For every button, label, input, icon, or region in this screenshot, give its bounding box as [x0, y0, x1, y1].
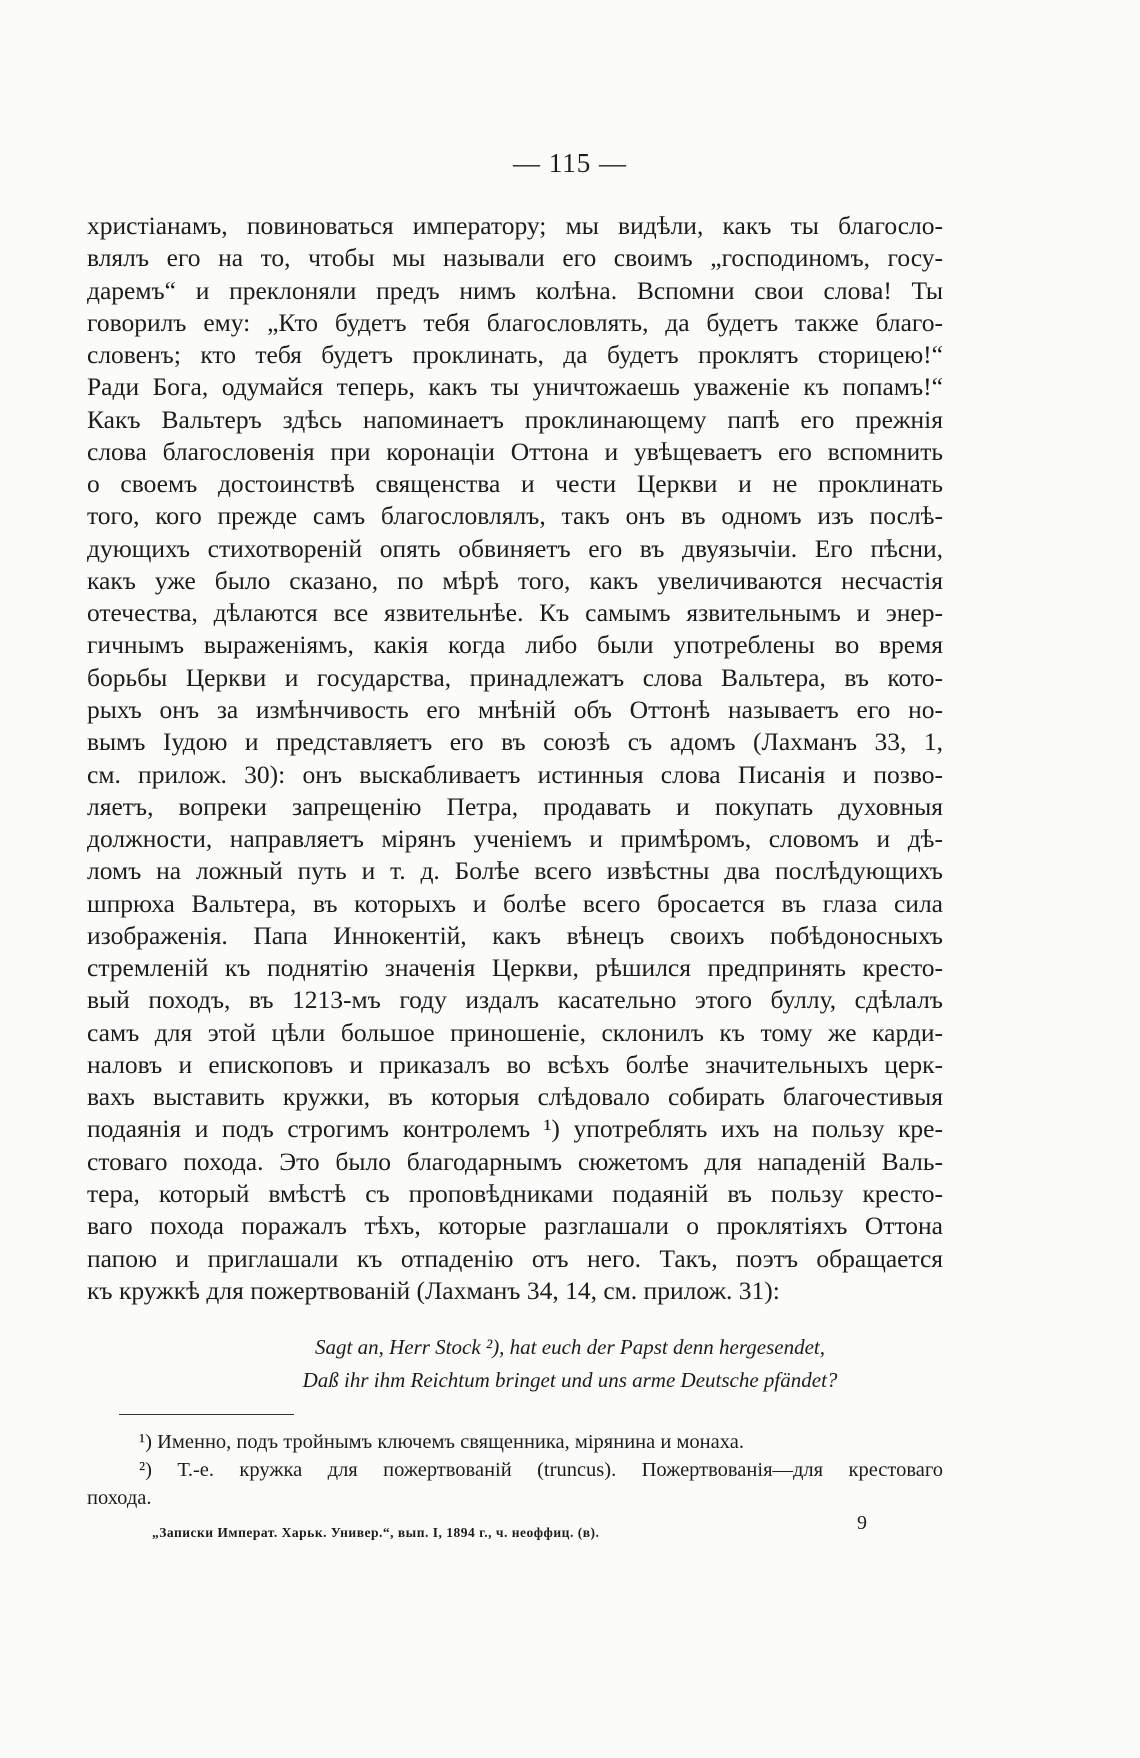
text-line: христіанамъ, повиноваться императору; мы видѣли, какъ ты благосло- [87, 211, 943, 240]
footnotes [87, 1428, 943, 1512]
text-line: къ кружкѣ для пожертвованій (Лахманъ 34, 14, см. прилож. 31): [87, 1275, 780, 1305]
sheet-number: 9 [857, 1512, 867, 1534]
text-line: изображенія. Папа Иннокентій, какъ вѣнецъ своихъ побѣдоносныхъ [87, 920, 943, 950]
text-line: какъ уже было сказано, по мѣрѣ того, какъ увеличиваются несчастія [87, 565, 943, 595]
text-line: словенъ; кто тебя будетъ проклинать, да будетъ проклятъ сторицею!“ [87, 340, 943, 370]
text-line: ваго похода поражалъ тѣхъ, которые разглашали о проклятіяхъ Оттона [87, 1211, 943, 1241]
verse-line: Daß ihr ihm Reichtum bringet und uns arme Deutsche pfändet? [302, 1368, 838, 1392]
text-line: см. прилож. 30): онъ выскабливаетъ истинныя слова Писанія и позво- [87, 759, 943, 789]
text-line: должности, направляетъ мірянъ ученіемъ и примѣромъ, словомъ и дѣ- [87, 824, 943, 854]
text-line: ляетъ, вопреки запрещенію Петра, продавать и покупать духовныя [87, 791, 943, 821]
text-line: гичнымъ выраженіямъ, какія когда либо были употреблены во время [87, 630, 943, 660]
text-line: стоваго похода. Это было благодарнымъ сюжетомъ для нападеній Валь- [87, 1146, 943, 1176]
text-line: вахъ выставить кружки, въ которыя слѣдовало собирать благочестивыя [87, 1082, 943, 1112]
text-line: папою и приглашали къ отпаденію отъ него. Такъ, поэтъ обращается [87, 1243, 943, 1273]
text-line: влялъ его на то, чтобы мы называли его своимъ „господиномъ, госу- [87, 243, 943, 273]
text-line: вымъ Іудою и представляетъ его въ союзѣ съ адомъ (Лахманъ 33, 1, [87, 727, 943, 757]
footnote-line: ¹) Именно, подъ тройнымъ ключемъ священника, мірянина и монаха. [139, 1431, 744, 1453]
verse-quote [0, 1331, 1140, 1397]
text-line: подаянія и подъ строгимъ контролемъ ¹) употреблять ихъ на пользу кре- [87, 1114, 943, 1144]
text-line: самъ для этой цѣли большое приношеніе, склонилъ къ тому же карди- [87, 1017, 943, 1047]
page-number: — 115 — [513, 148, 627, 178]
text-line: Какъ Вальтеръ здѣсь напоминаетъ проклинающему папѣ его прежнія [87, 404, 943, 434]
text-line: ломъ на ложный путь и т. д. Болѣе всего извѣстны два послѣдующихъ [87, 856, 943, 886]
text-line: Ради Бога, одумайся теперь, какъ ты уничтожаешь уваженіе къ попамъ!“ [87, 372, 943, 402]
footnote-rule [119, 1414, 294, 1415]
text-line: наловъ и епископовъ и приказалъ во всѣхъ болѣе значительныхъ церк- [87, 1049, 943, 1079]
text-line: слова благословенія при коронаціи Оттона и увѣщеваетъ его вспомнить [87, 436, 943, 466]
footnote-line: похода. [87, 1487, 152, 1509]
text-line: тера, который вмѣстѣ съ проповѣдниками подаяній въ пользу кресто- [87, 1178, 943, 1208]
text-line: о своемъ достоинствѣ священства и чести Церкви и не проклинать [87, 469, 943, 499]
text-line: говорилъ ему: „Кто будетъ тебя благословлять, да будетъ также благо- [87, 307, 943, 337]
footnote-line: ²) Т.-е. кружка для пожертвованій (truncus). Пожертвованія—для крестоваго [139, 1459, 943, 1481]
text-line: того, кого прежде самъ благословлялъ, такъ онъ въ одномъ изъ послѣ- [87, 501, 943, 531]
text-line: вый походъ, въ 1213-мъ году издалъ касательно этого буллу, сдѣлалъ [87, 985, 943, 1015]
text-line: борьбы Церкви и государства, принадлежатъ слова Вальтера, въ кото- [87, 662, 943, 692]
text-line: рыхъ онъ за измѣнчивость его мнѣній объ Оттонѣ называетъ его но- [87, 694, 943, 724]
body-text [87, 210, 943, 1307]
text-line: дующихъ стихотвореній опять обвиняетъ его въ двуязычіи. Его пѣсни, [87, 533, 943, 563]
text-line: отечества, дѣлаются все язвительнѣе. Къ самымъ язвительнымъ и энер- [87, 598, 943, 628]
text-line: даремъ“ и преклоняли предъ нимъ колѣна. Вспомни свои слова! Ты [87, 275, 943, 305]
signature-line: „Записки Императ. Харьк. Универ.“, вып. I, 1894 г., ч. неоффиц. (в). [152, 1525, 600, 1540]
text-line: шпрюха Вальтера, въ которыхъ и болѣе всего бросается въ глаза сила [87, 888, 943, 918]
verse-line: Sagt an, Herr Stock ²), hat euch der Papst denn hergesendet, [315, 1335, 825, 1359]
text-line: стремленій къ поднятію значенія Церкви, рѣшился предпринять кресто- [87, 953, 943, 983]
